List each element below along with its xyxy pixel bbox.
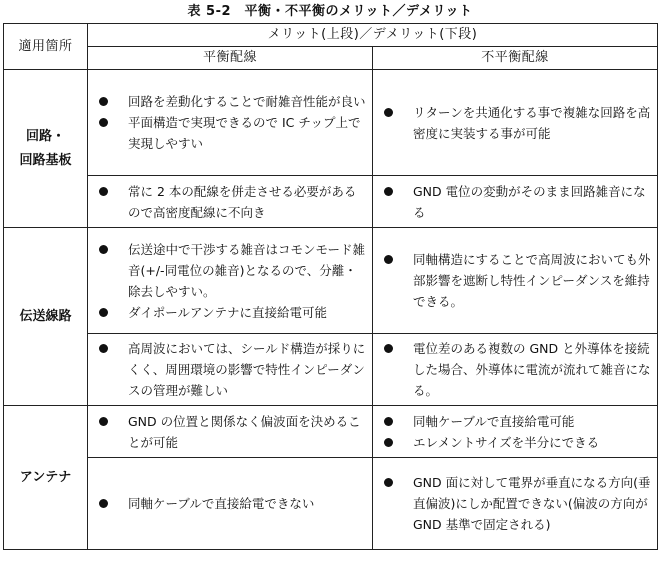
- cell-demerit-unbalanced: [373, 458, 658, 550]
- list-item: GND 面に対して電界が垂直になる方向(垂直偏波)にしか配置できない(偏波の方向が GND 基準で固定される): [381, 472, 651, 535]
- list-item: リターンを共通化する事で複雑な回路を高密度に実装する事が可能: [381, 102, 651, 144]
- list-item: 同軸構造にすることで高周波においても外部影響を遮断し特性インピーダンスを維持できる。: [381, 249, 651, 312]
- cell-merit-balanced: [88, 70, 373, 176]
- cell-merit-unbalanced: [373, 70, 658, 176]
- header-area: 適用箇所: [4, 24, 88, 70]
- table-caption: 表 5-2 平衡・不平衡のメリット／デメリット: [187, 4, 473, 19]
- category-circuit: [4, 70, 88, 228]
- list-item: 平面構造で実現できるので IC チップ上で実現しやすい: [96, 112, 366, 154]
- table-row: [4, 406, 658, 458]
- list-item: 同軸ケーブルで直接給電できない: [96, 493, 366, 514]
- category-label: 伝送線路: [19, 308, 72, 324]
- list-item: ダイポールアンテナに直接給電可能: [96, 302, 366, 323]
- table-row: [4, 70, 658, 176]
- list-item: 電位差のある複数の GND と外導体を接続した場合、外導体に電流が流れて雑音になる。: [381, 338, 651, 401]
- list-item: 伝送途中で干渉する雑音はコモンモード雑音(+/-同電位の雑音)となるので、分離・除去しやすい。: [96, 239, 366, 302]
- header-balanced: 平衡配線: [88, 47, 373, 70]
- header-unbalanced: 不平衡配線: [373, 47, 658, 70]
- category-antenna: [4, 406, 88, 550]
- cell-merit-balanced: [88, 406, 373, 458]
- cell-demerit-balanced: [88, 458, 373, 550]
- header-merit-demerit: メリット(上段)／デメリット(下段): [88, 24, 658, 47]
- category-transmission-line: [4, 228, 88, 406]
- table-row: [4, 228, 658, 334]
- cell-demerit-unbalanced: [373, 334, 658, 406]
- cell-demerit-balanced: [88, 176, 373, 228]
- category-label: アンテナ: [19, 469, 72, 485]
- list-item: 同軸ケーブルで直接給電可能: [381, 411, 651, 432]
- category-label: 回路・ 回路基板: [19, 128, 72, 168]
- list-item: エレメントサイズを半分にできる: [381, 432, 651, 453]
- table-row: [4, 334, 658, 406]
- list-item: 常に 2 本の配線を併走させる必要があるので高密度配線に不向き: [96, 181, 366, 223]
- cell-merit-unbalanced: [373, 406, 658, 458]
- cell-merit-unbalanced: [373, 228, 658, 334]
- table-row: [4, 458, 658, 550]
- list-item: GND の位置と関係なく偏波面を決めることが可能: [96, 411, 366, 453]
- cell-demerit-unbalanced: [373, 176, 658, 228]
- list-item: 回路を差動化することで耐雑音性能が良い: [96, 91, 366, 112]
- cell-merit-balanced: [88, 228, 373, 334]
- list-item: 高周波においては、シールド構造が採りにくく、周囲環境の影響で特性インピーダンスの管理が難しい: [96, 338, 366, 401]
- comparison-table: [3, 23, 658, 550]
- cell-demerit-balanced: [88, 334, 373, 406]
- table-row: [4, 176, 658, 228]
- list-item: GND 電位の変動がそのまま回路雑音になる: [381, 181, 651, 223]
